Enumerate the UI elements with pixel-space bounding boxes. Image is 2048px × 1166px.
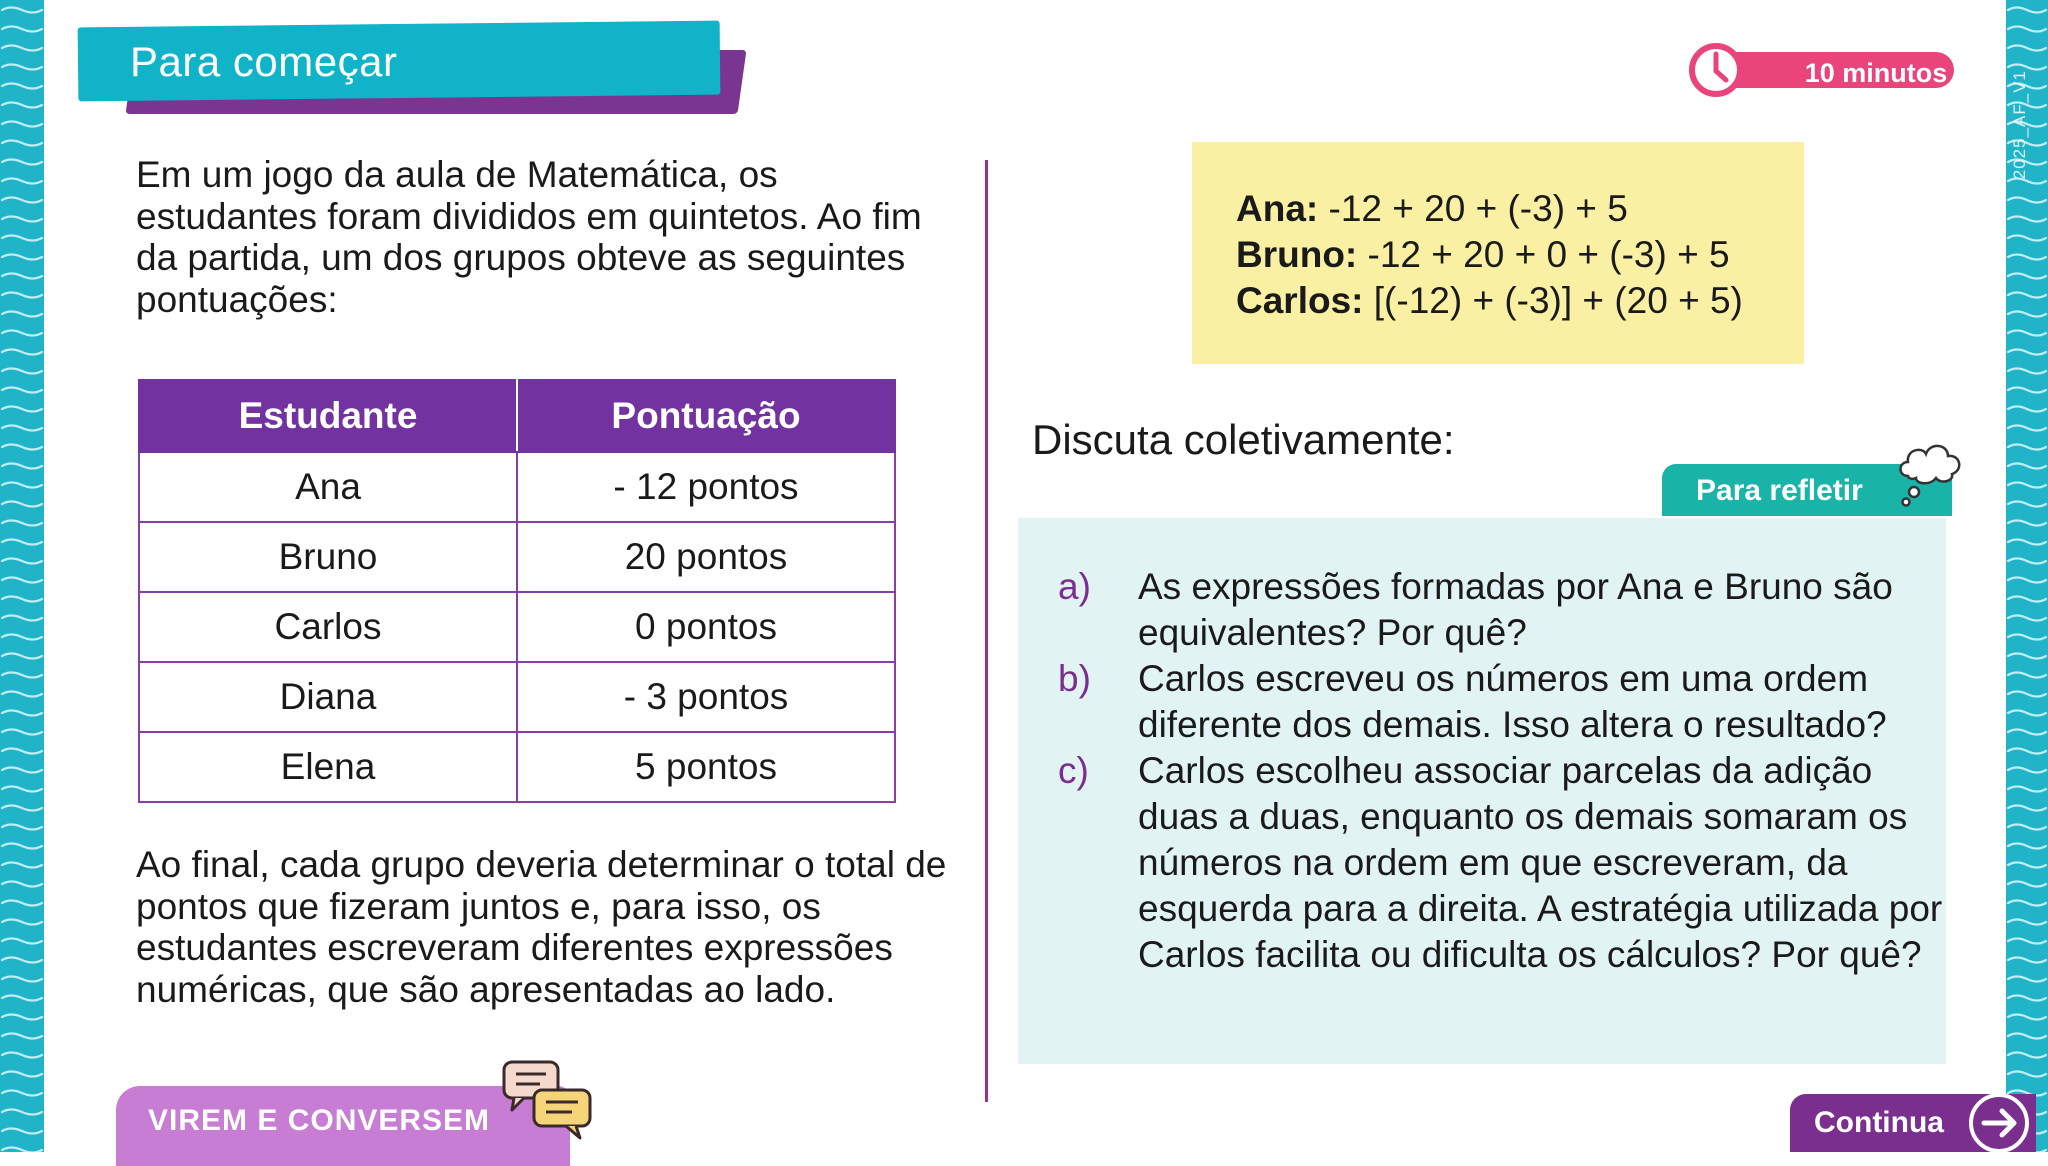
question-text: Carlos escreveu os números em uma ordem diferente dos demais. Isso altera o resultado? [1138,658,1887,745]
student-score: - 3 pontos [517,662,895,732]
student-score: 0 pontos [517,592,895,662]
table-row [139,522,895,592]
document-code: 2025_AF_V1 [2010,70,2029,180]
question-text: Carlos escolheu associar parcelas da adição duas a duas, enquanto os demais somaram os números na ordem em que escreveram, da esquerda para a direita. A estratégia utilizada por Carlos facilita ou dificulta os cálculos? Por quê? [1138,750,1943,975]
expression-bruno [1236,232,1743,278]
expression-ana [1236,186,1743,232]
intro-paragraph: Em um jogo da aula de Matemática, os estudantes foram divididos em quintetos. Ao fim da partida, um dos grupos obteve as seguintes pontuações: [136,154,922,320]
scores-table [138,379,896,803]
column-header-student: Estudante [139,380,517,452]
student-name: Ana [139,452,517,522]
expression-carlos [1236,278,1743,324]
question-text: As expressões formadas por Ana e Bruno são equivalentes? Por quê? [1138,566,1893,653]
table-row [139,732,895,802]
expression-value: -12 + 20 + 0 + (-3) + 5 [1367,234,1730,275]
expression-name: Carlos: [1236,280,1364,321]
student-name: Bruno [139,522,517,592]
student-name: Carlos [139,592,517,662]
student-name: Diana [139,662,517,732]
expressions-list [1236,186,1743,324]
student-score: - 12 pontos [517,452,895,522]
left-wave-strip [0,0,44,1152]
timer-pill [1718,52,1954,88]
table-header-row [139,380,895,452]
arrow-right-icon[interactable] [1966,1090,2032,1156]
table-row [139,592,895,662]
column-divider [985,160,988,1102]
student-name: Elena [139,732,517,802]
section-title-banner [78,24,748,120]
table-row [139,452,895,522]
table-row [139,662,895,732]
questions-box [1018,518,1946,1064]
discuss-heading: Discuta coletivamente: [1032,416,1455,463]
question-letter: b) [1058,658,1091,699]
student-score: 20 pontos [517,522,895,592]
chat-bubbles-icon [500,1058,596,1142]
right-wave-strip [2006,0,2048,1152]
expression-value: [(-12) + (-3)] + (20 + 5) [1373,280,1743,321]
expressions-box [1192,142,1804,364]
expression-name: Ana: [1236,188,1319,229]
timer-badge [1688,42,1954,98]
column-header-score: Pontuação [517,380,895,452]
question-letter: c) [1058,750,1089,791]
clock-icon [1688,42,1744,98]
expression-name: Bruno: [1236,234,1358,275]
page-title: Para começar [130,38,398,85]
closing-paragraph: Ao final, cada grupo deveria determinar o total de pontos que fizeram juntos e, para isso, os estudantes escreveram diferentes expressões numéricas, que são apresentadas ao lado. [136,844,947,1010]
virem-label: VIREM E CONVERSEM [148,1104,491,1137]
wave-pattern [0,0,44,1152]
student-score: 5 pontos [517,732,895,802]
timer-label: 10 minutos [1804,58,1948,88]
reflect-label: Para refletir [1696,474,1863,507]
continue-label: Continua [1814,1106,1944,1139]
question-letter: a) [1058,566,1091,607]
thought-cloud-icon [1894,436,1968,508]
expression-value: -12 + 20 + (-3) + 5 [1328,188,1628,229]
